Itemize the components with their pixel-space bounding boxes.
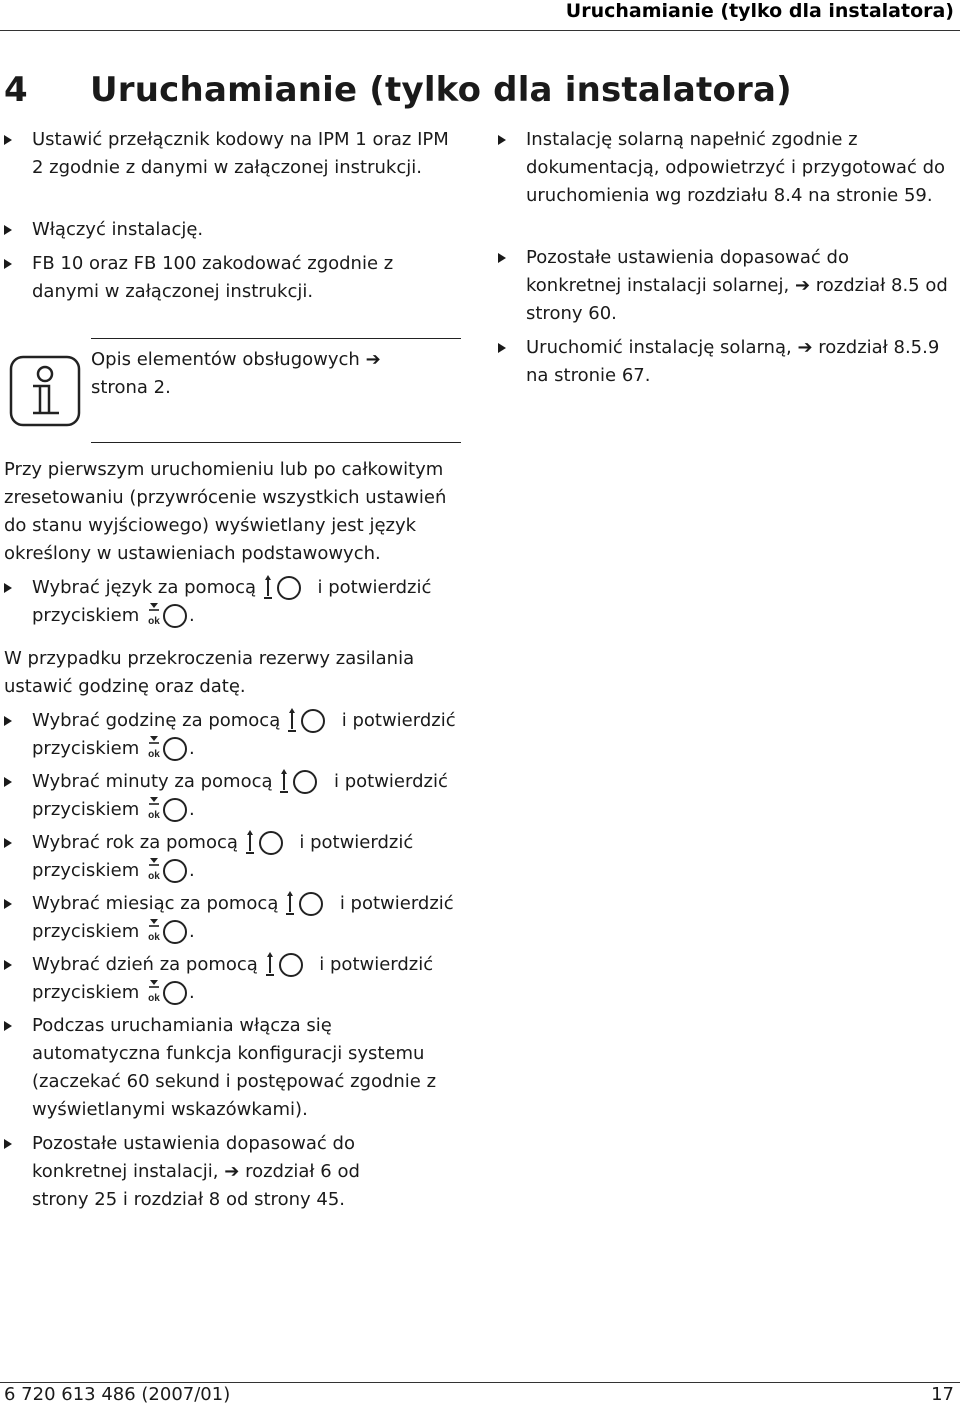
svg-text:ok: ok (148, 993, 160, 1004)
bullet-icon (4, 716, 12, 726)
step-post: i potwierdzić (339, 893, 454, 914)
note-text (91, 346, 461, 402)
step-pre: Wybrać godzinę za pomocą (32, 710, 281, 731)
step-select-language (4, 574, 474, 630)
doc-number: 6 720 613 486 (2007/01) (4, 1384, 231, 1405)
step-pre: Wybrać język za pomocą (32, 577, 257, 598)
step-post: i potwierdzić (319, 954, 434, 975)
svg-text:ok: ok (148, 932, 160, 943)
step-confirm: przyciskiem (32, 860, 140, 881)
rotary-knob-icon (262, 574, 312, 602)
bullet-icon (4, 225, 12, 235)
step-confirm: przyciskiem (32, 982, 140, 1003)
step-post: i potwierdzić (341, 710, 456, 731)
step-text: Instalację solarną napełnić zgodnie z dokumentacją, odpowietrzyć i przygotować do uruchomienia wg rozdziału 8.4 na stronie 59. (526, 129, 946, 206)
rotary-knob-icon (264, 951, 314, 979)
step-text: Podczas uruchamiania włącza się automatyczna funkcja konfiguracji systemu (zaczekać 60 sekund i postępować zgodnie z wyświetlanymi wskazówkami). (32, 1015, 437, 1120)
step-ref: rozdział 8.5.9 na stronie 67. (526, 337, 940, 386)
step-text: FB 10 oraz FB 100 zakodować zgodnie z danymi w załączonej instrukcji. (32, 253, 394, 302)
step-end: . (188, 799, 195, 820)
step-post: i potwierdzić (299, 832, 414, 853)
language-intro: Przy pierwszym uruchomieniu lub po całkowitym zresetowaniu (przywrócenie wszystkich ustawień do stanu wyjściowego) wyświetlany jest język określony w ustawieniach podstawowych. (4, 459, 447, 564)
ok-button-icon (145, 979, 189, 1007)
step-text: Pozostałe ustawienia dopasować do konkretnej instalacji, (32, 1133, 355, 1182)
step-coding-switch (4, 126, 464, 182)
ok-button-icon (145, 602, 189, 630)
step-auto-config (4, 1012, 464, 1124)
step-ref: rozdział 6 od strony 25 i rozdział 8 od strony 45. (32, 1161, 360, 1210)
ok-button-icon (145, 735, 189, 763)
step-text: Uruchomić instalację solarną, (526, 337, 792, 358)
step-select-month (4, 890, 484, 946)
chapter-title (4, 70, 792, 110)
step-confirm: przyciskiem (32, 738, 140, 759)
ok-button-icon (145, 796, 189, 824)
note-rule-bottom (91, 442, 461, 443)
footer-rule (0, 1382, 960, 1383)
arrow-right-icon: ➔ (365, 349, 381, 370)
step-pre: Wybrać rok za pomocą (32, 832, 238, 853)
svg-text:ok: ok (148, 871, 160, 882)
svg-text:ok: ok (148, 810, 160, 821)
step-select-year (4, 829, 484, 885)
bullet-icon (4, 838, 12, 848)
step-text: Pozostałe ustawienia dopasować do konkretnej instalacji solarnej, (526, 247, 849, 296)
bullet-icon (4, 899, 12, 909)
step-start-solar (498, 334, 948, 390)
step-end: . (188, 738, 195, 759)
chapter-title-text: Uruchamianie (tylko dla instalatora) (90, 70, 792, 110)
bullet-icon (498, 343, 506, 353)
step-select-hour (4, 707, 484, 763)
arrow-right-icon: ➔ (794, 275, 811, 296)
bullet-icon (4, 583, 12, 593)
rotary-knob-icon (278, 768, 328, 796)
bullet-icon (4, 1021, 12, 1031)
bullet-icon (498, 135, 506, 145)
step-power-on (4, 216, 464, 244)
note-rule-top (91, 338, 461, 339)
ok-button-icon (145, 918, 189, 946)
step-end: . (188, 605, 195, 626)
step-ref: rozdział 8.5 od strony 60. (526, 275, 948, 324)
note-ref: strona 2. (91, 377, 171, 398)
ok-button-icon (145, 857, 189, 885)
rotary-knob-icon (244, 829, 294, 857)
svg-text:ok: ok (148, 749, 160, 760)
svg-text:ok: ok (148, 616, 160, 627)
step-post: i potwierdzić (333, 771, 448, 792)
step-pre: Wybrać miesiąc za pomocą (32, 893, 279, 914)
arrow-right-icon: ➔ (797, 337, 813, 358)
step-confirm: przyciskiem (32, 799, 140, 820)
info-icon (9, 355, 81, 427)
bullet-icon (4, 960, 12, 970)
page-number: 17 (931, 1384, 954, 1405)
note-label: Opis elementów obsługowych (91, 349, 360, 370)
step-text: Włączyć instalację. (32, 219, 204, 240)
step-pre: Wybrać minuty za pomocą (32, 771, 273, 792)
step-confirm: przyciskiem (32, 921, 140, 942)
rotary-knob-icon (284, 890, 334, 918)
step-confirm: przyciskiem (32, 605, 140, 626)
step-end: . (188, 982, 195, 1003)
bullet-icon (4, 777, 12, 787)
bullet-icon (4, 135, 12, 145)
step-end: . (188, 921, 195, 942)
step-pre: Wybrać dzień za pomocą (32, 954, 258, 975)
step-fill-solar (498, 126, 948, 210)
arrow-right-icon: ➔ (224, 1161, 240, 1182)
step-solar-settings (498, 244, 948, 328)
running-header: Uruchamianie (tylko dla instalatora) (565, 0, 954, 22)
step-fb-coding (4, 250, 404, 306)
step-select-day (4, 951, 484, 1007)
step-other-settings (4, 1130, 404, 1214)
reserve-intro: W przypadku przekroczenia rezerwy zasilania ustawić godzinę oraz datę. (4, 648, 415, 697)
header-rule (0, 30, 960, 31)
bullet-icon (498, 253, 506, 263)
step-post: i potwierdzić (317, 577, 432, 598)
rotary-knob-icon (286, 707, 336, 735)
step-text: Ustawić przełącznik kodowy na IPM 1 oraz IPM 2 zgodnie z danymi w załączonej instrukcji. (32, 129, 449, 178)
chapter-number: 4 (4, 70, 28, 110)
step-select-minutes (4, 768, 484, 824)
bullet-icon (4, 1139, 12, 1149)
step-end: . (188, 860, 195, 881)
bullet-icon (4, 259, 12, 269)
